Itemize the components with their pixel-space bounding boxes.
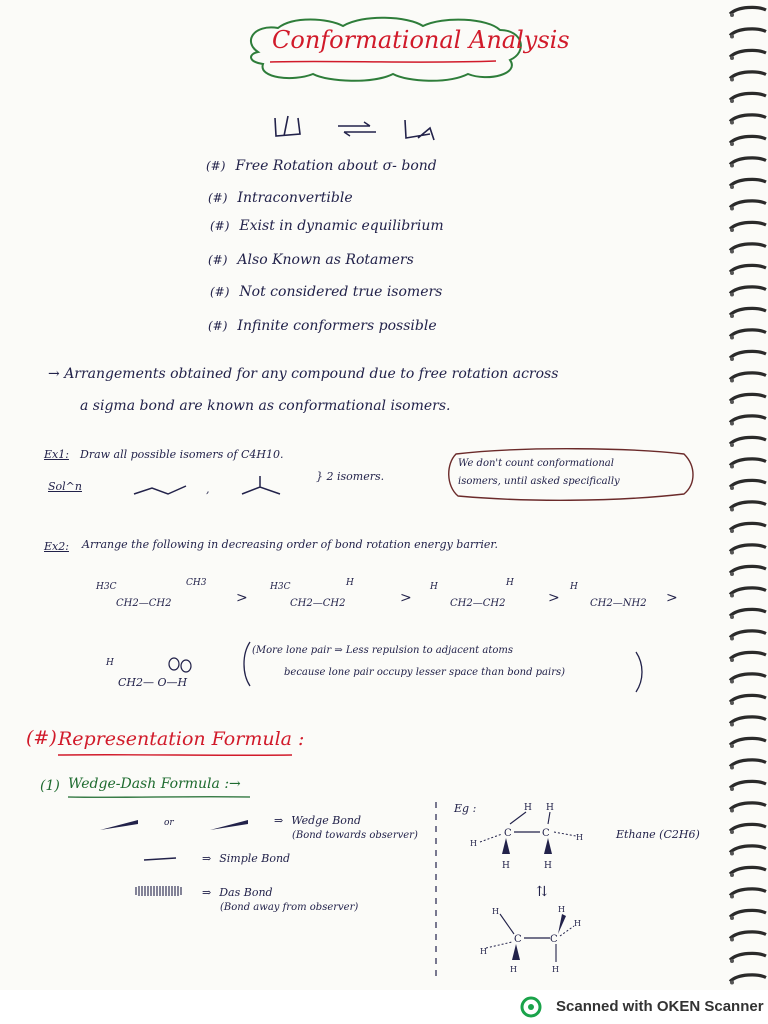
binding-hole (730, 809, 734, 813)
binding-ring (730, 136, 766, 143)
binding-hole (730, 680, 734, 684)
binding-hole (730, 551, 734, 555)
definition-text-2: a sigma bond are known as conformational isomers. (80, 398, 451, 414)
ex1-label: Ex1: (44, 448, 69, 461)
definition-line-1 (48, 366, 558, 382)
greater-than-sign: > (548, 590, 560, 606)
bond-arrow: ⇒ (202, 886, 212, 899)
subsection-underline (66, 794, 252, 800)
property-item (208, 252, 414, 268)
binding-ring (730, 351, 766, 358)
page-title: Conformational Analysis (272, 26, 570, 54)
binding-hole (730, 78, 734, 82)
equivalence-arrow: ⇅ (536, 884, 548, 900)
ethane-wedge-dash-drawing (466, 796, 596, 876)
property-text: Also Known as Rotamers (237, 252, 414, 268)
ex1-note-line-2: isomers, until asked specifically (458, 476, 620, 487)
property-item (210, 284, 442, 300)
binding-hole (730, 400, 734, 404)
definition-text-1: Arrangements obtained for any compound due to free rotation across (64, 366, 559, 382)
binding-hole (730, 529, 734, 533)
ethane-staggered-drawing (480, 902, 590, 976)
binding-hole (730, 314, 734, 318)
binding-hole (730, 207, 734, 211)
note-paren-right (634, 650, 646, 694)
binding-hole (730, 185, 734, 189)
property-item (208, 318, 437, 334)
bullet-marker: (#) (206, 159, 226, 173)
binding-hole (730, 164, 734, 168)
ex1-note-bubble (444, 446, 696, 502)
binding-ring (730, 115, 766, 122)
bond-arrow: ⇒ (202, 852, 212, 865)
molecule-top-left: H3C (96, 582, 117, 592)
bullet-marker: (#) (210, 285, 230, 299)
binding-ring (730, 459, 766, 466)
binding-hole (730, 379, 734, 383)
binding-hole (730, 572, 734, 576)
bond-name: Wedge Bond (291, 814, 362, 827)
molecule-top-right: CH3 (186, 578, 207, 588)
binding-hole (730, 228, 734, 232)
binding-ring (730, 867, 766, 874)
binding-hole (730, 271, 734, 275)
title-underline (268, 58, 498, 66)
property-text: Free Rotation about σ- bond (235, 158, 437, 174)
bullet-marker: (#) (208, 191, 228, 205)
binding-hole (730, 701, 734, 705)
binding-hole (730, 873, 734, 877)
bond-name: Simple Bond (219, 852, 291, 865)
binding-hole (730, 35, 734, 39)
svg-text:C: C (504, 828, 512, 839)
bond-description: (Bond towards observer) (292, 830, 418, 841)
binding-ring (730, 760, 766, 767)
bullet-marker: (#) (208, 253, 228, 267)
binding-ring (730, 652, 766, 659)
binding-hole (730, 422, 734, 426)
binding-ring (730, 523, 766, 530)
last-molecule-formula: CH2— O—H (118, 676, 188, 689)
svg-text:H: H (546, 803, 554, 813)
molecule-top-left: H (430, 582, 438, 592)
binding-hole (730, 787, 734, 791)
binding-hole (730, 615, 734, 619)
property-item (206, 158, 437, 174)
binding-ring (730, 846, 766, 853)
bond-definition (202, 852, 290, 865)
binding-hole (730, 508, 734, 512)
binding-ring (730, 566, 766, 573)
binding-hole (730, 142, 734, 146)
binding-ring (730, 72, 766, 79)
property-text: Exist in dynamic equilibrium (239, 218, 444, 234)
bullet-marker: (#) (208, 319, 228, 333)
definition-arrow: → (48, 366, 60, 382)
binding-hole (730, 99, 734, 103)
bond-definition (274, 814, 361, 827)
binding-hole (730, 121, 734, 125)
binding-ring (730, 738, 766, 745)
wedge-or: or (164, 818, 174, 828)
svg-text:H: H (470, 839, 477, 848)
svg-text:H: H (480, 947, 487, 956)
svg-text:C: C (514, 934, 522, 945)
binding-hole (730, 13, 734, 17)
ex1-solution-label: Sol^n (48, 480, 82, 493)
binding-hole (730, 723, 734, 727)
molecule-top-right: H (346, 578, 354, 588)
binding-hole (730, 852, 734, 856)
molecule-top-left: H (570, 582, 578, 592)
binding-ring (730, 287, 766, 294)
bond-description: (Bond away from observer) (220, 902, 359, 913)
svg-text:C: C (542, 828, 550, 839)
binding-ring (730, 631, 766, 638)
property-text: Infinite conformers possible (237, 318, 437, 334)
binding-ring (730, 824, 766, 831)
subsection-number: (1) (40, 778, 60, 794)
molecule-top-left: H3C (270, 582, 291, 592)
ex2-note-line-1: (More lone pair ⇒ Less repulsion to adjacent atoms (252, 645, 513, 656)
binding-ring (730, 889, 766, 896)
binding-ring (730, 674, 766, 681)
binding-ring (730, 373, 766, 380)
subsection-title: Wedge-Dash Formula :→ (68, 776, 241, 792)
ethane-name: Ethane (C2H6) (616, 828, 700, 841)
ex2-question: Arrange the following in decreasing order of bond rotation energy barrier. (82, 538, 498, 551)
bond-arrow: ⇒ (274, 814, 284, 827)
binding-hole (730, 594, 734, 598)
molecule-top-right: H (506, 578, 514, 588)
binding-hole (730, 357, 734, 361)
binding-ring (730, 50, 766, 57)
binding-ring (730, 932, 766, 939)
binding-ring (730, 975, 766, 982)
binding-ring (730, 93, 766, 100)
binding-ring (730, 781, 766, 788)
binding-ring (730, 308, 766, 315)
property-item (208, 190, 353, 206)
binding-ring (730, 265, 766, 272)
conformer-equilibrium-drawing (270, 112, 450, 148)
bullet-marker: (#) (210, 219, 230, 233)
binding-hole (730, 959, 734, 963)
scanner-footer-text: Scanned with OKEN Scanner (556, 998, 764, 1015)
binding-ring (730, 480, 766, 487)
property-item (210, 218, 444, 234)
property-text: Not considered true isomers (239, 284, 443, 300)
ex1-question: Draw all possible isomers of C4H10. (80, 448, 284, 461)
section-title: Representation Formula : (58, 728, 305, 750)
molecule-formula: CH2—CH2 (290, 598, 346, 609)
lone-pair-drawing (164, 656, 198, 676)
molecule-formula: CH2—NH2 (590, 598, 647, 609)
binding-hole (730, 486, 734, 490)
ex1-comma: , (206, 483, 210, 496)
binding-ring (730, 910, 766, 917)
svg-text:H: H (502, 861, 510, 871)
section-marker: (#) (26, 727, 57, 749)
simple-bond-symbol (144, 858, 176, 860)
binding-ring (730, 179, 766, 186)
binding-hole (730, 830, 734, 834)
binding-hole (730, 465, 734, 469)
binding-ring (730, 588, 766, 595)
bond-definition (202, 886, 273, 899)
greater-than-sign: > (400, 590, 412, 606)
binding-hole (730, 981, 734, 985)
binding-ring (730, 158, 766, 165)
binding-hole (730, 766, 734, 770)
svg-text:C: C (550, 934, 558, 945)
svg-text:H: H (558, 905, 565, 914)
svg-text:H: H (492, 907, 499, 916)
property-text: Intraconvertible (237, 190, 353, 206)
binding-ring (730, 416, 766, 423)
binding-hole (730, 895, 734, 899)
svg-text:H: H (544, 861, 552, 871)
svg-text:H: H (574, 919, 581, 928)
note-paren-left (240, 640, 252, 688)
binding-ring (730, 244, 766, 251)
binding-ring (730, 330, 766, 337)
ex1-note-line-1: We don't count conformational (458, 458, 614, 469)
wedge-symbol-1 (100, 820, 138, 830)
bond-name: Das Bond (219, 886, 273, 899)
molecule-formula: CH2—CH2 (116, 598, 172, 609)
binding-hole (730, 637, 734, 641)
binding-hole (730, 293, 734, 297)
svg-text:H: H (510, 965, 517, 974)
binding-ring (730, 695, 766, 702)
spiral-binding (724, 0, 768, 1010)
binding-ring (730, 953, 766, 960)
binding-ring (730, 502, 766, 509)
example-label: Eg : (454, 802, 477, 815)
divider-dashed (432, 800, 440, 980)
ex2-label: Ex2: (44, 540, 69, 553)
binding-ring (730, 437, 766, 444)
svg-text:H: H (552, 965, 559, 974)
binding-ring (730, 803, 766, 810)
binding-hole (730, 916, 734, 920)
svg-text:H: H (576, 833, 583, 842)
binding-ring (730, 7, 766, 14)
scanner-footer (0, 990, 768, 1024)
binding-ring (730, 545, 766, 552)
section-underline (56, 752, 296, 758)
binding-hole (730, 744, 734, 748)
scanner-logo-icon (520, 996, 544, 1018)
ex2-note-line-2: because lone pair occupy lesser space than bond pairs) (284, 667, 566, 678)
binding-hole (730, 336, 734, 340)
molecule-formula: CH2—CH2 (450, 598, 506, 609)
greater-than-sign: > (236, 590, 248, 606)
binding-ring (730, 222, 766, 229)
binding-ring (730, 394, 766, 401)
butane-isobutane-drawing (130, 474, 300, 504)
last-molecule-h: H (106, 658, 114, 668)
dash-bond-symbol (136, 886, 181, 896)
binding-ring (730, 609, 766, 616)
svg-text:H: H (524, 803, 532, 813)
binding-ring (730, 717, 766, 724)
binding-ring (730, 201, 766, 208)
binding-ring (730, 29, 766, 36)
binding-hole (730, 938, 734, 942)
binding-hole (730, 56, 734, 60)
ex1-result: } 2 isomers. (316, 470, 385, 483)
wedge-symbol-2 (210, 820, 248, 830)
binding-hole (730, 250, 734, 254)
binding-hole (730, 443, 734, 447)
greater-than-sign: > (666, 590, 678, 606)
binding-hole (730, 658, 734, 662)
